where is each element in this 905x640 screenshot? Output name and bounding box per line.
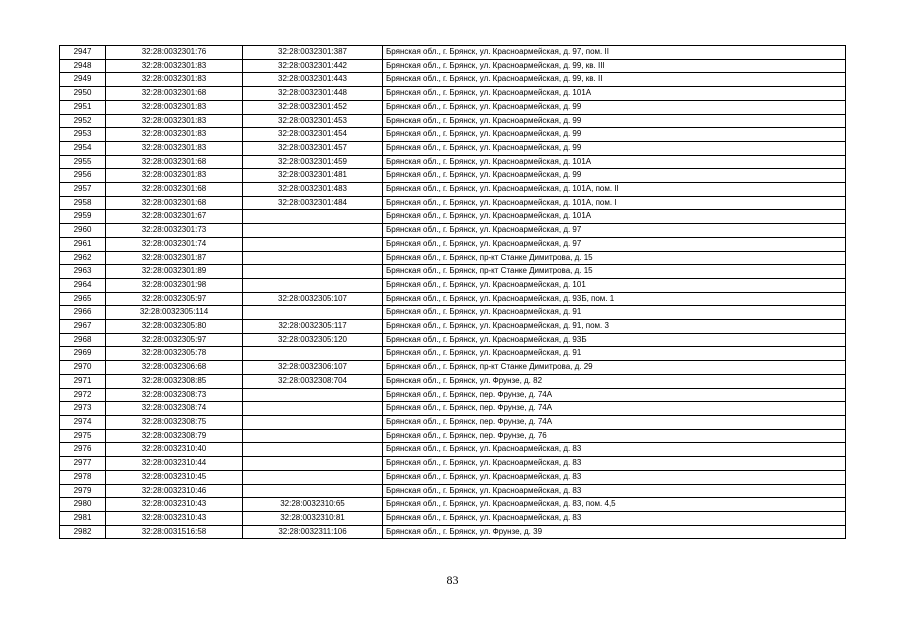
related-cadastral-number-cell (243, 224, 383, 238)
row-number-cell: 2947 (60, 46, 106, 60)
row-number-cell: 2952 (60, 114, 106, 128)
related-cadastral-number-cell: 32:28:0032311:106 (243, 525, 383, 539)
related-cadastral-number-cell: 32:28:0032301:483 (243, 183, 383, 197)
address-cell: Брянская обл., г. Брянск, ул. Красноармейская, д. 99 (383, 169, 846, 183)
row-number-cell: 2954 (60, 141, 106, 155)
related-cadastral-number-cell: 32:28:0032308:704 (243, 374, 383, 388)
address-cell: Брянская обл., г. Брянск, пр-кт Станке Димитрова, д. 15 (383, 251, 846, 265)
cadastral-number-cell: 32:28:0032308:75 (106, 415, 243, 429)
table-row (60, 374, 846, 388)
row-number-cell: 2968 (60, 333, 106, 347)
row-number-cell: 2976 (60, 443, 106, 457)
cadastral-number-cell: 32:28:0032301:83 (106, 59, 243, 73)
related-cadastral-number-cell: 32:28:0032301:459 (243, 155, 383, 169)
table-row (60, 224, 846, 238)
row-number-cell: 2958 (60, 196, 106, 210)
address-cell: Брянская обл., г. Брянск, ул. Красноармейская, д. 101А (383, 155, 846, 169)
related-cadastral-number-cell: 32:28:0032310:81 (243, 511, 383, 525)
row-number-cell: 2971 (60, 374, 106, 388)
cadastral-number-cell: 32:28:0032301:73 (106, 224, 243, 238)
cadastral-number-cell: 32:28:0032301:98 (106, 278, 243, 292)
cadastral-number-cell: 32:28:0032301:83 (106, 114, 243, 128)
related-cadastral-number-cell: 32:28:0032301:443 (243, 73, 383, 87)
address-cell: Брянская обл., г. Брянск, ул. Красноармейская, д. 83 (383, 443, 846, 457)
address-cell: Брянская обл., г. Брянск, ул. Красноармейская, д. 99, кв. III (383, 59, 846, 73)
table-row (60, 169, 846, 183)
related-cadastral-number-cell (243, 210, 383, 224)
property-table-body (60, 46, 846, 539)
related-cadastral-number-cell: 32:28:0032301:457 (243, 141, 383, 155)
address-cell: Брянская обл., г. Брянск, ул. Красноармейская, д. 99, кв. II (383, 73, 846, 87)
address-cell: Брянская обл., г. Брянск, ул. Красноармейская, д. 97, пом. II (383, 46, 846, 60)
address-cell: Брянская обл., г. Брянск, ул. Красноармейская, д. 99 (383, 128, 846, 142)
related-cadastral-number-cell (243, 415, 383, 429)
related-cadastral-number-cell: 32:28:0032301:387 (243, 46, 383, 60)
cadastral-number-cell: 32:28:0032305:80 (106, 320, 243, 334)
table-row (60, 457, 846, 471)
related-cadastral-number-cell: 32:28:0032306:107 (243, 361, 383, 375)
table-row (60, 114, 846, 128)
cadastral-number-cell: 32:28:0031516:58 (106, 525, 243, 539)
cadastral-number-cell: 32:28:0032310:43 (106, 511, 243, 525)
row-number-cell: 2961 (60, 237, 106, 251)
table-row (60, 347, 846, 361)
row-number-cell: 2970 (60, 361, 106, 375)
address-cell: Брянская обл., г. Брянск, ул. Красноармейская, д. 83 (383, 511, 846, 525)
address-cell: Брянская обл., г. Брянск, ул. Красноармейская, д. 91 (383, 306, 846, 320)
table-row (60, 470, 846, 484)
row-number-cell: 2965 (60, 292, 106, 306)
address-cell: Брянская обл., г. Брянск, ул. Красноармейская, д. 99 (383, 114, 846, 128)
related-cadastral-number-cell (243, 278, 383, 292)
cadastral-number-cell: 32:28:0032310:46 (106, 484, 243, 498)
table-row (60, 402, 846, 416)
cadastral-number-cell: 32:28:0032301:83 (106, 73, 243, 87)
cadastral-number-cell: 32:28:0032306:68 (106, 361, 243, 375)
address-cell: Брянская обл., г. Брянск, ул. Красноармейская, д. 101 (383, 278, 846, 292)
property-table (59, 45, 846, 539)
related-cadastral-number-cell: 32:28:0032301:481 (243, 169, 383, 183)
row-number-cell: 2950 (60, 87, 106, 101)
row-number-cell: 2982 (60, 525, 106, 539)
cadastral-number-cell: 32:28:0032310:45 (106, 470, 243, 484)
row-number-cell: 2969 (60, 347, 106, 361)
related-cadastral-number-cell: 32:28:0032301:454 (243, 128, 383, 142)
address-cell: Брянская обл., г. Брянск, ул. Красноармейская, д. 99 (383, 100, 846, 114)
related-cadastral-number-cell: 32:28:0032305:107 (243, 292, 383, 306)
cadastral-number-cell: 32:28:0032301:87 (106, 251, 243, 265)
table-row (60, 155, 846, 169)
cadastral-number-cell: 32:28:0032301:83 (106, 141, 243, 155)
row-number-cell: 2957 (60, 183, 106, 197)
cadastral-number-cell: 32:28:0032301:83 (106, 100, 243, 114)
related-cadastral-number-cell (243, 484, 383, 498)
related-cadastral-number-cell (243, 265, 383, 279)
row-number-cell: 2975 (60, 429, 106, 443)
table-row (60, 128, 846, 142)
address-cell: Брянская обл., г. Брянск, пер. Фрунзе, д. 76 (383, 429, 846, 443)
related-cadastral-number-cell (243, 347, 383, 361)
address-cell: Брянская обл., г. Брянск, ул. Красноармейская, д. 83 (383, 457, 846, 471)
cadastral-number-cell: 32:28:0032301:83 (106, 169, 243, 183)
related-cadastral-number-cell (243, 388, 383, 402)
table-row (60, 388, 846, 402)
cadastral-number-cell: 32:28:0032301:83 (106, 128, 243, 142)
related-cadastral-number-cell: 32:28:0032305:117 (243, 320, 383, 334)
table-row (60, 292, 846, 306)
address-cell: Брянская обл., г. Брянск, ул. Фрунзе, д. 82 (383, 374, 846, 388)
table-row (60, 525, 846, 539)
related-cadastral-number-cell: 32:28:0032301:484 (243, 196, 383, 210)
table-row (60, 429, 846, 443)
cadastral-number-cell: 32:28:0032301:68 (106, 196, 243, 210)
address-cell: Брянская обл., г. Брянск, ул. Красноармейская, д. 93Б, пом. 1 (383, 292, 846, 306)
row-number-cell: 2981 (60, 511, 106, 525)
related-cadastral-number-cell (243, 443, 383, 457)
cadastral-number-cell: 32:28:0032308:74 (106, 402, 243, 416)
row-number-cell: 2980 (60, 498, 106, 512)
cadastral-number-cell: 32:28:0032305:114 (106, 306, 243, 320)
address-cell: Брянская обл., г. Брянск, ул. Красноармейская, д. 83 (383, 470, 846, 484)
row-number-cell: 2955 (60, 155, 106, 169)
row-number-cell: 2963 (60, 265, 106, 279)
page-number: 83 (446, 573, 459, 587)
row-number-cell: 2977 (60, 457, 106, 471)
table-row (60, 415, 846, 429)
row-number-cell: 2978 (60, 470, 106, 484)
address-cell: Брянская обл., г. Брянск, ул. Красноармейская, д. 99 (383, 141, 846, 155)
table-row (60, 141, 846, 155)
address-cell: Брянская обл., г. Брянск, ул. Красноармейская, д. 91 (383, 347, 846, 361)
address-cell: Брянская обл., г. Брянск, пр-кт Станке Димитрова, д. 15 (383, 265, 846, 279)
table-row (60, 265, 846, 279)
row-number-cell: 2972 (60, 388, 106, 402)
table-row (60, 511, 846, 525)
cadastral-number-cell: 32:28:0032305:97 (106, 333, 243, 347)
cadastral-number-cell: 32:28:0032305:97 (106, 292, 243, 306)
row-number-cell: 2962 (60, 251, 106, 265)
cadastral-number-cell: 32:28:0032301:76 (106, 46, 243, 60)
table-row (60, 498, 846, 512)
related-cadastral-number-cell (243, 402, 383, 416)
row-number-cell: 2966 (60, 306, 106, 320)
address-cell: Брянская обл., г. Брянск, пр-кт Станке Димитрова, д. 29 (383, 361, 846, 375)
related-cadastral-number-cell (243, 457, 383, 471)
address-cell: Брянская обл., г. Брянск, ул. Красноармейская, д. 83 (383, 484, 846, 498)
cadastral-number-cell: 32:28:0032310:40 (106, 443, 243, 457)
table-row (60, 237, 846, 251)
table-row (60, 278, 846, 292)
address-cell: Брянская обл., г. Брянск, ул. Красноармейская, д. 101А, пом. I (383, 196, 846, 210)
row-number-cell: 2949 (60, 73, 106, 87)
row-number-cell: 2967 (60, 320, 106, 334)
row-number-cell: 2974 (60, 415, 106, 429)
table-row (60, 306, 846, 320)
related-cadastral-number-cell (243, 470, 383, 484)
table-row (60, 484, 846, 498)
cadastral-number-cell: 32:28:0032308:73 (106, 388, 243, 402)
address-cell: Брянская обл., г. Брянск, ул. Красноармейская, д. 83, пом. 4,5 (383, 498, 846, 512)
cadastral-number-cell: 32:28:0032308:85 (106, 374, 243, 388)
row-number-cell: 2953 (60, 128, 106, 142)
related-cadastral-number-cell (243, 251, 383, 265)
cadastral-number-cell: 32:28:0032310:44 (106, 457, 243, 471)
row-number-cell: 2948 (60, 59, 106, 73)
related-cadastral-number-cell: 32:28:0032305:120 (243, 333, 383, 347)
related-cadastral-number-cell: 32:28:0032301:442 (243, 59, 383, 73)
related-cadastral-number-cell: 32:28:0032301:453 (243, 114, 383, 128)
related-cadastral-number-cell (243, 237, 383, 251)
table-row (60, 196, 846, 210)
table-row (60, 443, 846, 457)
related-cadastral-number-cell (243, 306, 383, 320)
table-row (60, 46, 846, 60)
row-number-cell: 2960 (60, 224, 106, 238)
row-number-cell: 2951 (60, 100, 106, 114)
address-cell: Брянская обл., г. Брянск, ул. Красноармейская, д. 93Б (383, 333, 846, 347)
cadastral-number-cell: 32:28:0032301:74 (106, 237, 243, 251)
address-cell: Брянская обл., г. Брянск, ул. Фрунзе, д. 39 (383, 525, 846, 539)
address-cell: Брянская обл., г. Брянск, ул. Красноармейская, д. 97 (383, 224, 846, 238)
table-row (60, 183, 846, 197)
table-row (60, 333, 846, 347)
table-row (60, 87, 846, 101)
address-cell: Брянская обл., г. Брянск, ул. Красноармейская, д. 101А (383, 87, 846, 101)
row-number-cell: 2973 (60, 402, 106, 416)
cadastral-number-cell: 32:28:0032305:78 (106, 347, 243, 361)
related-cadastral-number-cell: 32:28:0032310:65 (243, 498, 383, 512)
address-cell: Брянская обл., г. Брянск, ул. Красноармейская, д. 91, пом. 3 (383, 320, 846, 334)
row-number-cell: 2964 (60, 278, 106, 292)
cadastral-number-cell: 32:28:0032301:68 (106, 155, 243, 169)
address-cell: Брянская обл., г. Брянск, ул. Красноармейская, д. 101А (383, 210, 846, 224)
table-row (60, 59, 846, 73)
address-cell: Брянская обл., г. Брянск, пер. Фрунзе, д. 74А (383, 388, 846, 402)
table-row (60, 210, 846, 224)
cadastral-number-cell: 32:28:0032301:89 (106, 265, 243, 279)
row-number-cell: 2959 (60, 210, 106, 224)
related-cadastral-number-cell: 32:28:0032301:452 (243, 100, 383, 114)
table-row (60, 100, 846, 114)
table-row (60, 361, 846, 375)
cadastral-number-cell: 32:28:0032301:68 (106, 87, 243, 101)
cadastral-number-cell: 32:28:0032301:67 (106, 210, 243, 224)
related-cadastral-number-cell (243, 429, 383, 443)
address-cell: Брянская обл., г. Брянск, пер. Фрунзе, д. 74А (383, 402, 846, 416)
table-row (60, 320, 846, 334)
cadastral-number-cell: 32:28:0032308:79 (106, 429, 243, 443)
table-row (60, 251, 846, 265)
table-row (60, 73, 846, 87)
address-cell: Брянская обл., г. Брянск, ул. Красноармейская, д. 101А, пом. II (383, 183, 846, 197)
cadastral-number-cell: 32:28:0032301:68 (106, 183, 243, 197)
address-cell: Брянская обл., г. Брянск, ул. Красноармейская, д. 97 (383, 237, 846, 251)
address-cell: Брянская обл., г. Брянск, пер. Фрунзе, д. 74А (383, 415, 846, 429)
related-cadastral-number-cell: 32:28:0032301:448 (243, 87, 383, 101)
row-number-cell: 2956 (60, 169, 106, 183)
row-number-cell: 2979 (60, 484, 106, 498)
cadastral-number-cell: 32:28:0032310:43 (106, 498, 243, 512)
